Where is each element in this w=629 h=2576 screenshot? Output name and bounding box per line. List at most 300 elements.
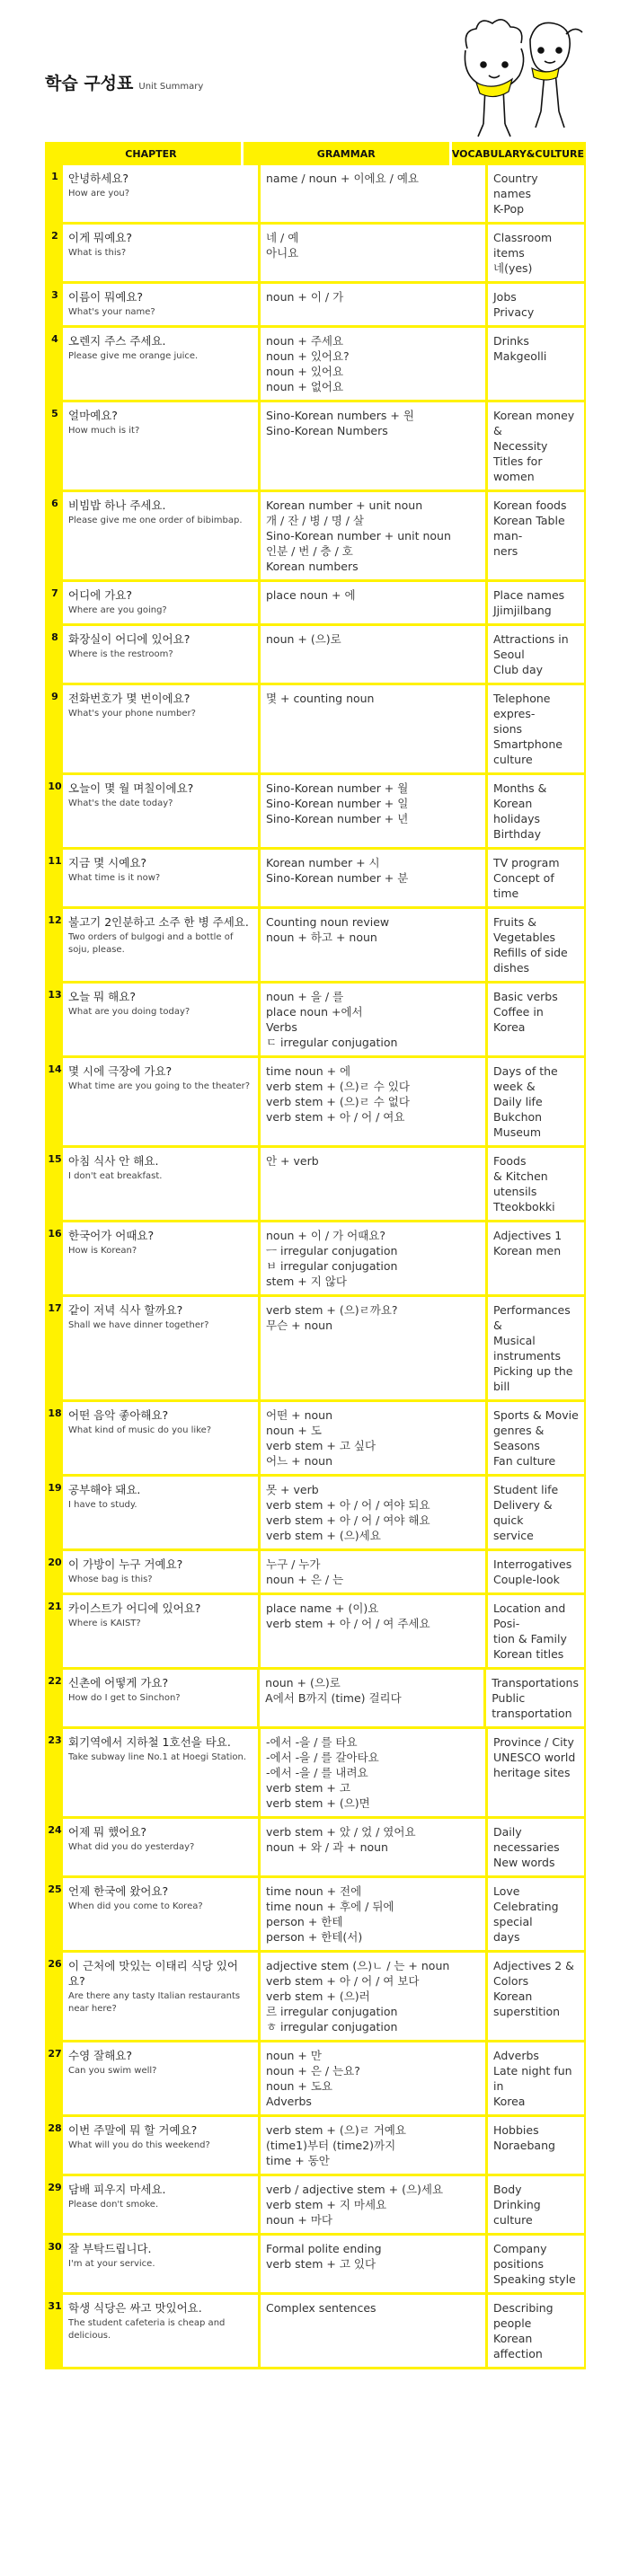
- table-header-row: [45, 142, 586, 165]
- vocab-line: Attractions in Seoul: [493, 632, 569, 661]
- grammar-cell: [261, 1477, 488, 1548]
- vocab-line: Adverbs: [493, 2049, 539, 2062]
- chapter-title-en: What is this?: [68, 248, 127, 258]
- grammar-cell: [261, 626, 488, 683]
- vocab-line: Korean holidays: [493, 797, 541, 825]
- vocab-line: Celebrating special: [493, 1900, 559, 1928]
- grammar-cell: [261, 328, 488, 400]
- vocab-line: 네(yes): [493, 261, 533, 275]
- grammar-line: noun + 주세요: [266, 334, 344, 348]
- chapter-title-ko: 화장실이 어디에 있어요?: [68, 632, 190, 646]
- grammar-line: Sino-Korean number + 년: [266, 812, 409, 825]
- vocab-cell: [488, 626, 584, 683]
- table-row: [45, 1551, 586, 1595]
- grammar-line: Formal polite ending: [266, 2242, 382, 2255]
- chapter-number: 20: [47, 1551, 63, 1592]
- vocab-line: Describing people: [493, 2301, 554, 2330]
- chapter-title-ko: 수영 잘해요?: [68, 2049, 132, 2062]
- chapter-title-en: Can you swim well?: [68, 2066, 157, 2076]
- chapter-number: 18: [47, 1402, 63, 1474]
- chapter-number: 29: [47, 2176, 63, 2233]
- table-row: [45, 1670, 586, 1729]
- chapter-cell: [63, 2117, 261, 2174]
- chapter-number: 16: [47, 1222, 63, 1294]
- chapter-number: 28: [47, 2117, 63, 2174]
- chapter-cell: [63, 1058, 261, 1145]
- grammar-cell: [261, 1297, 488, 1399]
- vocab-cell: [488, 2176, 584, 2233]
- grammar-line: -에서 -을 / 를 갈아타요: [266, 1751, 379, 1764]
- grammar-line: noun + 있어요: [266, 365, 344, 378]
- grammar-line: verb stem + (으)ㄹ 거예요: [266, 2123, 406, 2137]
- grammar-line: 개 / 잔 / 병 / 명 / 살: [266, 514, 365, 527]
- chapter-number: 25: [47, 1878, 63, 1950]
- vocab-cell: [488, 1058, 584, 1145]
- grammar-line: name / noun + 이에요 / 예요: [266, 172, 419, 185]
- chapter-cell: [63, 1595, 261, 1667]
- vocab-line: TV program: [493, 856, 560, 869]
- vocab-line: sions: [493, 722, 523, 736]
- table-row: [45, 582, 586, 626]
- chapter-cell: [63, 1819, 261, 1875]
- chapter-number: 26: [47, 1953, 63, 2040]
- chapter-title-en: What time is it now?: [68, 873, 161, 883]
- chapter-title-ko: 이게 뭐예요?: [68, 231, 132, 244]
- grammar-line: noun + 도요: [266, 2079, 332, 2093]
- table-row: [45, 2236, 586, 2295]
- vocab-line: Necessity: [493, 439, 548, 453]
- vocab-line: Fruits & Vegetables: [493, 915, 556, 944]
- vocab-line: Love: [493, 1884, 520, 1898]
- chapter-number: 3: [47, 284, 63, 325]
- grammar-line: place noun +에서: [266, 1005, 363, 1019]
- chapter-cell: [63, 284, 261, 325]
- vocab-line: Basic verbs: [493, 990, 558, 1003]
- chapter-cell: [63, 2236, 261, 2292]
- grammar-line: Sino-Korean numbers + 원: [266, 409, 414, 422]
- grammar-line: person + 한테(서): [266, 1930, 363, 1944]
- grammar-line: 인분 / 번 / 층 / 호: [266, 544, 353, 558]
- chapter-number: 2: [47, 225, 63, 281]
- grammar-line: noun + 없어요: [266, 380, 344, 393]
- grammar-cell: [261, 1222, 488, 1294]
- grammar-cell: [261, 1819, 488, 1875]
- chapter-title-ko: 안녕하세요?: [68, 172, 129, 185]
- chapter-cell: [63, 328, 261, 400]
- grammar-line: 네 / 예: [266, 231, 299, 244]
- grammar-line: verb stem + 아 / 어 / 여 보다: [266, 1974, 420, 1988]
- unit-summary-table: [45, 142, 586, 2369]
- table-row: [45, 850, 586, 909]
- vocab-cell: [488, 1819, 584, 1875]
- chapter-number: 9: [47, 685, 63, 772]
- vocab-cell: [488, 1402, 584, 1474]
- chapter-cell: [63, 685, 261, 772]
- vocab-line: Delivery & quick: [493, 1498, 553, 1527]
- grammar-line: stem + 지 않다: [266, 1275, 347, 1288]
- vocab-cell: [488, 2295, 584, 2367]
- vocab-cell: [488, 1595, 584, 1667]
- chapter-title-ko: 담배 피우지 마세요.: [68, 2183, 166, 2196]
- vocab-cell: [488, 850, 584, 906]
- chapter-cell: [63, 1551, 261, 1592]
- table-row: [45, 1953, 586, 2042]
- chapter-title-en: I'm at your service.: [68, 2259, 155, 2269]
- chapter-title-en: When did you come to Korea?: [68, 1901, 203, 1911]
- chapter-title-en: What kind of music do you like?: [68, 1425, 212, 1435]
- chapter-title-ko: 어디에 가요?: [68, 588, 132, 602]
- chapter-title-en: How much is it?: [68, 426, 140, 436]
- vocab-cell: [488, 328, 584, 400]
- grammar-cell: [261, 284, 488, 325]
- chapter-title-en: The student cafeteria is cheap and delicious.: [68, 2318, 226, 2341]
- chapter-title-ko: 어떤 음악 좋아해요?: [68, 1408, 169, 1422]
- chapter-number: 21: [47, 1595, 63, 1667]
- chapter-title-ko: 어제 뭐 했어요?: [68, 1825, 147, 1839]
- grammar-line: place name + (이)요: [266, 1601, 379, 1615]
- grammar-line: Sino-Korean Numbers: [266, 424, 388, 437]
- vocab-line: Tteokbokki: [493, 1200, 555, 1213]
- chapter-number: 4: [47, 328, 63, 400]
- chapter-title-en: I don't eat breakfast.: [68, 1171, 163, 1181]
- vocab-line: tion & Family: [493, 1632, 567, 1645]
- grammar-line: Verbs: [266, 1020, 297, 1034]
- vocab-cell: [488, 1878, 584, 1950]
- chapter-title-en: What time are you going to the theater?: [68, 1081, 251, 1091]
- chapter-title-en: What's your name?: [68, 307, 155, 317]
- vocab-line: K-Pop: [493, 202, 525, 216]
- table-row: [45, 1148, 586, 1222]
- vocab-line: Months &: [493, 781, 547, 795]
- vocab-line: Drinking culture: [493, 2198, 541, 2227]
- grammar-line: place noun + 에: [266, 588, 356, 602]
- vocab-cell: [488, 984, 584, 1055]
- grammar-line: 안 + verb: [266, 1154, 319, 1168]
- grammar-line: Complex sentences: [266, 2301, 377, 2315]
- chapter-number: 12: [47, 909, 63, 981]
- grammar-header: GRAMMAR: [244, 142, 452, 165]
- grammar-cell: [261, 2117, 488, 2174]
- chapter-number: 15: [47, 1148, 63, 1220]
- vocab-line: Korean money &: [493, 409, 575, 437]
- vocab-line: genres & Seasons: [493, 1424, 545, 1452]
- vocab-line: Days of the week &: [493, 1064, 558, 1093]
- chapter-title-ko: 이 근처에 맛있는 이태리 식당 있어요?: [68, 1959, 238, 1988]
- chapter-title-ko: 오늘 뭐 해요?: [68, 990, 136, 1003]
- grammar-line: Korean number + unit noun: [266, 498, 423, 512]
- table-row: [45, 1222, 586, 1297]
- vocab-line: Concept of time: [493, 871, 554, 900]
- chapter-number: 31: [47, 2295, 63, 2367]
- chapter-cell: [63, 1670, 260, 1726]
- mascot-illustration: [431, 13, 593, 147]
- table-row: [45, 1297, 586, 1402]
- grammar-line: 르 irregular conjugation: [266, 2005, 398, 2018]
- vocab-cell: [488, 685, 584, 772]
- chapter-cell: [63, 165, 261, 222]
- vocab-cell: [488, 1953, 584, 2040]
- vocab-line: Province / City: [493, 1735, 574, 1749]
- vocab-line: Body: [493, 2183, 522, 2196]
- grammar-line: verb stem + (으)ㄹ 수 없다: [266, 1095, 410, 1108]
- table-row: [45, 909, 586, 984]
- chapter-cell: [63, 626, 261, 683]
- vocab-cell: [488, 284, 584, 325]
- grammar-line: verb stem + (으)면: [266, 1796, 370, 1810]
- grammar-line: verb stem + 았 / 었 / 였어요: [266, 1825, 416, 1839]
- grammar-cell: [261, 582, 488, 623]
- grammar-line: noun + 있어요?: [266, 349, 350, 363]
- chapter-number: 14: [47, 1058, 63, 1145]
- chapter-title-en: Please give me one order of bibimbap.: [68, 516, 243, 525]
- vocab-line: Country names: [493, 172, 538, 200]
- vocab-line: Fan culture: [493, 1454, 556, 1468]
- grammar-cell: [261, 1953, 488, 2040]
- chapter-cell: [63, 1402, 261, 1474]
- vocab-line: Picking up the bill: [493, 1364, 573, 1393]
- grammar-line: noun + 이 / 가: [266, 290, 344, 304]
- vocab-line: Adjectives 2 &: [493, 1959, 574, 1972]
- chapter-cell: [63, 1729, 261, 1816]
- vocab-line: & Kitchen utensils: [493, 1169, 548, 1198]
- chapter-title-ko: 학생 식당은 싸고 맛있어요.: [68, 2301, 202, 2315]
- table-row: [45, 1402, 586, 1477]
- vocab-line: Adjectives 1: [493, 1229, 563, 1242]
- chapter-title-ko: 같이 저녁 식사 할까요?: [68, 1303, 183, 1317]
- vocab-line: Interrogatives: [493, 1557, 572, 1571]
- chapter-cell: [63, 984, 261, 1055]
- grammar-line: time noun + 전에: [266, 1884, 362, 1898]
- grammar-line: Sino-Korean number + 일: [266, 797, 409, 810]
- vocab-line: Couple-look: [493, 1573, 560, 1586]
- chapter-title-en: Take subway line No.1 at Hoegi Station.: [68, 1752, 247, 1762]
- grammar-cell: [261, 1148, 488, 1220]
- chapter-title-en: What will you do this weekend?: [68, 2140, 210, 2150]
- chapter-title-ko: 얼마예요?: [68, 409, 118, 422]
- grammar-cell: [261, 1878, 488, 1950]
- vocab-line: Classroom items: [493, 231, 553, 260]
- chapter-number: 7: [47, 582, 63, 623]
- table-row: [45, 402, 586, 492]
- grammar-cell: [261, 402, 488, 490]
- table-row: [45, 2117, 586, 2176]
- chapter-number: 13: [47, 984, 63, 1055]
- grammar-line: verb stem + 고 있다: [266, 2257, 377, 2271]
- chapter-cell: [63, 1878, 261, 1950]
- vocab-cell: [486, 1670, 584, 1726]
- grammar-line: noun + 마다: [266, 2213, 332, 2227]
- grammar-line: verb stem + 아 / 어 / 여요: [266, 1110, 405, 1124]
- table-row: [45, 2295, 586, 2369]
- grammar-cell: [260, 1670, 486, 1726]
- chapter-number: 11: [47, 850, 63, 906]
- vocab-line: Jobs: [493, 290, 517, 304]
- grammar-line: 아니요: [266, 246, 299, 260]
- grammar-line: verb stem + 지 마세요: [266, 2198, 387, 2211]
- vocab-line: Colors: [493, 1974, 529, 1988]
- grammar-line: A에서 B까지 (time) 걸리다: [265, 1691, 402, 1705]
- grammar-line: verb stem + (으)러: [266, 1989, 370, 2003]
- chapter-title-en: Shall we have dinner together?: [68, 1320, 209, 1330]
- chapter-cell: [63, 1222, 261, 1294]
- grammar-cell: [261, 225, 488, 281]
- chapter-title-en: What's your phone number?: [68, 709, 196, 719]
- grammar-line: Korean numbers: [266, 560, 359, 573]
- table-row: [45, 225, 586, 284]
- chapter-number: 6: [47, 492, 63, 579]
- grammar-line: person + 한테: [266, 1915, 343, 1928]
- vocab-cell: [488, 1297, 584, 1399]
- grammar-line: Sino-Korean number + 분: [266, 871, 409, 885]
- grammar-line: Sino-Korean number + unit noun: [266, 529, 451, 543]
- chapter-title-ko: 잘 부탁드립니다.: [68, 2242, 152, 2255]
- chapter-title-ko: 신촌에 어떻게 가요?: [67, 1676, 169, 1689]
- chapter-title-ko: 오렌지 주스 주세요.: [68, 334, 166, 348]
- vocab-line: Bukchon Museum: [493, 1110, 543, 1139]
- chapter-title-en: What did you do yesterday?: [68, 1842, 195, 1852]
- chapter-number: 30: [47, 2236, 63, 2292]
- grammar-cell: [261, 1551, 488, 1592]
- grammar-line: noun + 을 / 를: [266, 990, 344, 1003]
- grammar-line: 몇 + counting noun: [266, 692, 375, 705]
- vocab-line: Hobbies: [493, 2123, 539, 2137]
- table-row: [45, 492, 586, 582]
- vocab-line: Birthday: [493, 827, 542, 841]
- vocab-cell: [488, 1148, 584, 1220]
- vocab-cell: [488, 402, 584, 490]
- page-title: 학습 구성표: [45, 74, 134, 93]
- table-row: [45, 1729, 586, 1819]
- grammar-line: ㅡ irregular conjugation: [266, 1244, 398, 1257]
- vocab-cell: [488, 2236, 584, 2292]
- chapter-cell: [63, 1148, 261, 1220]
- table-row: [45, 2176, 586, 2236]
- chapter-title-en: How do I get to Sinchon?: [67, 1693, 181, 1703]
- chapter-cell: [63, 582, 261, 623]
- vocab-cell: [488, 1729, 584, 1816]
- grammar-cell: [261, 1595, 488, 1667]
- vocab-cell: [488, 492, 584, 579]
- grammar-line: 못 + verb: [266, 1483, 319, 1496]
- vocab-cell: [488, 225, 584, 281]
- chapter-title-en: Please give me orange juice.: [68, 351, 199, 361]
- table-row: [45, 1878, 586, 1953]
- table-row: [45, 626, 586, 685]
- grammar-line: ㅂ irregular conjugation: [266, 1259, 398, 1273]
- grammar-line: verb stem + 아 / 어 / 여야 되요: [266, 1498, 430, 1512]
- vocab-line: Korea: [493, 2095, 526, 2108]
- grammar-line: 누구 / 누가: [266, 1557, 321, 1571]
- grammar-line: Sino-Korean number + 월: [266, 781, 409, 795]
- chapter-title-ko: 이번 주말에 뭐 할 거예요?: [68, 2123, 198, 2137]
- chapter-number: 24: [47, 1819, 63, 1875]
- vocab-line: Refills of side dishes: [493, 946, 568, 975]
- grammar-line: ㄷ irregular conjugation: [266, 1036, 398, 1049]
- table-row: [45, 1477, 586, 1551]
- chapter-title-en: I have to study.: [68, 1500, 137, 1510]
- grammar-line: noun + 와 / 과 + noun: [266, 1840, 388, 1854]
- chapter-title-en: Please don't smoke.: [68, 2200, 159, 2210]
- chapter-title-ko: 지금 몇 시예요?: [68, 856, 147, 869]
- grammar-line: noun + (으)로: [265, 1676, 341, 1689]
- grammar-line: (time1)부터 (time2)까지: [266, 2139, 396, 2152]
- chapter-title-en: How is Korean?: [68, 1246, 137, 1256]
- grammar-line: time + 동안: [266, 2154, 330, 2167]
- vocab-line: New words: [493, 1856, 555, 1869]
- vocab-line: Musical instruments: [493, 1334, 562, 1363]
- vocab-line: Performances &: [493, 1303, 571, 1332]
- chapter-title-ko: 회기역에서 지하철 1호선을 타요.: [68, 1735, 231, 1749]
- table-row: [45, 2042, 586, 2117]
- vocab-line: Privacy: [493, 305, 535, 319]
- vocab-line: Noraebang: [493, 2139, 555, 2152]
- chapter-title-en: What's the date today?: [68, 798, 173, 808]
- vocab-header: VOCABULARY&CULTURE: [451, 147, 584, 160]
- chapter-cell: [63, 2295, 261, 2367]
- vocab-cell: [488, 1477, 584, 1548]
- chapter-cell: [63, 2176, 261, 2233]
- grammar-line: verb stem + 아 / 어 / 여야 해요: [266, 1513, 430, 1527]
- table-row: [45, 984, 586, 1058]
- vocab-line: Korean men: [493, 1244, 562, 1257]
- chapter-title-en: Are there any tasty Italian restaurants near here?: [68, 1991, 241, 2014]
- chapter-title-en: How are you?: [68, 189, 130, 198]
- chapter-cell: [63, 1953, 261, 2040]
- chapter-cell: [63, 850, 261, 906]
- grammar-line: ㅎ irregular conjugation: [266, 2020, 398, 2033]
- grammar-cell: [261, 2042, 488, 2114]
- vocab-cell: [488, 1222, 584, 1294]
- grammar-line: verb / adjective stem + (으)세요: [266, 2183, 444, 2196]
- vocab-line: Club day: [493, 663, 544, 676]
- chapter-title-ko: 전화번호가 몇 번이에요?: [68, 692, 190, 705]
- vocab-line: Coffee in Korea: [493, 1005, 544, 1034]
- page-subtitle: Unit Summary: [138, 82, 204, 92]
- vocab-line: Titles for women: [493, 454, 543, 483]
- grammar-line: time noun + 에: [266, 1064, 351, 1078]
- table-row: [45, 1819, 586, 1878]
- vocab-cell: [488, 775, 584, 847]
- vocab-line: Speaking style: [493, 2272, 576, 2286]
- grammar-line: 무슨 + noun: [266, 1319, 332, 1332]
- chapter-title-en: What are you doing today?: [68, 1007, 190, 1017]
- chapter-title-ko: 이름이 뭐예요?: [68, 290, 144, 304]
- vocab-line: Korean Table man-: [493, 514, 565, 543]
- grammar-cell: [261, 165, 488, 222]
- grammar-line: verb stem + 고: [266, 1781, 350, 1795]
- vocab-line: Korean affection: [493, 2332, 543, 2360]
- chapter-number: 10: [47, 775, 63, 847]
- vocab-line: Public transportation: [492, 1691, 572, 1720]
- vocab-line: Company positions: [493, 2242, 547, 2271]
- chapter-title-ko: 불고기 2인분하고 소주 한 병 주세요.: [68, 915, 249, 929]
- grammar-line: Adverbs: [266, 2095, 312, 2108]
- grammar-line: Korean number + 시: [266, 856, 380, 869]
- chapter-title-en: Where is KAIST?: [68, 1619, 141, 1628]
- grammar-line: time noun + 후에 / 뒤에: [266, 1900, 394, 1913]
- vocab-line: Student life: [493, 1483, 559, 1496]
- grammar-line: Counting noun review: [266, 915, 390, 929]
- vocab-line: service: [493, 1529, 534, 1542]
- grammar-cell: [261, 984, 488, 1055]
- chapter-title-ko: 한국어가 어때요?: [68, 1229, 155, 1242]
- vocab-line: Korean foods: [493, 498, 567, 512]
- grammar-cell: [261, 492, 488, 579]
- chapter-cell: [63, 225, 261, 281]
- chapter-cell: [63, 492, 261, 579]
- grammar-line: verb stem + 아 / 어 / 여 주세요: [266, 1617, 430, 1630]
- grammar-cell: [261, 2295, 488, 2367]
